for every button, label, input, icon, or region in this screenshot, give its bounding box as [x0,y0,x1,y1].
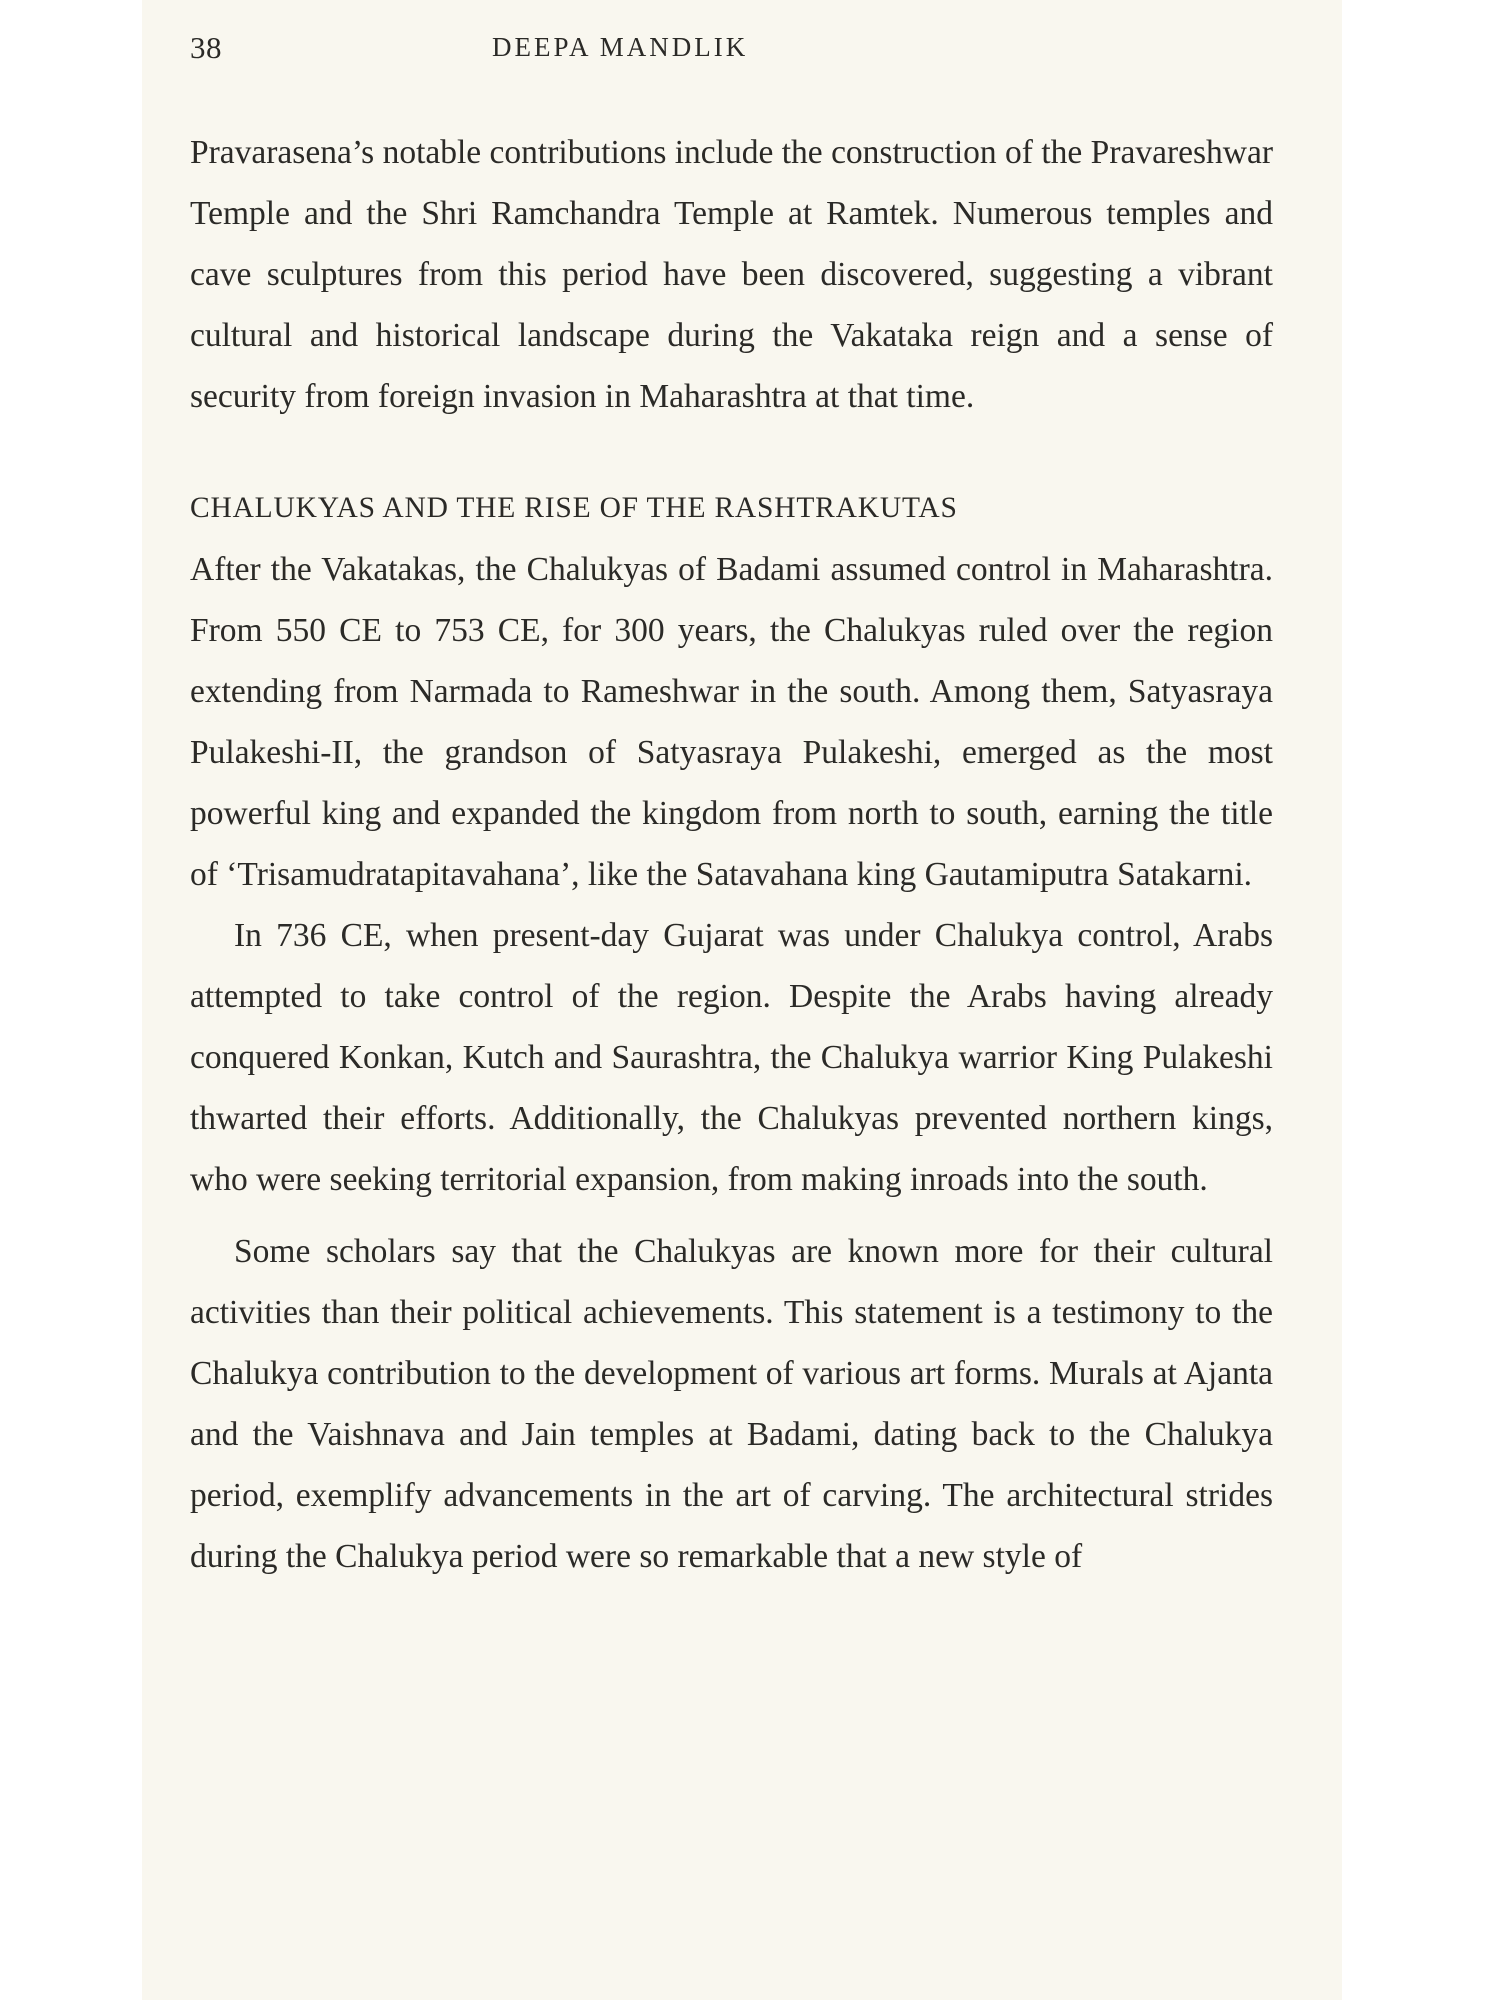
paragraph-cultural-activities: Some scholars say that the Chalukyas are known more for their cultural activities than their political achievements. This statement is a testimony to the Chalukya contribution to the development of various art forms. Murals at Ajanta and the Vaishnava and Jain temples at Badami, dating back to the Chalukya period, exemplify advancements in the art of carving. The architectural strides during the Chalukya period were so remarkable that a new style of [190,1233,1273,1575]
paragraph-chalukyas-of-badami: After the Vakatakas, the Chalukyas of Badami assumed control in Maharashtra. From 550 CE to 753 CE, for 300 years, the Chalukyas ruled over the region extending from Narmada to Rameshwar in the south. Among them, Satyasraya Pulakeshi-II, the grandson of Satyasraya Pulakeshi, emerged as the most powerful king and expanded the kingdom from north to south, earning the title of ‘Trisamudratapitavahana’, like the Satavahana king Gautamiputra Satakarni. [190,551,1273,893]
paragraph-vakataka-temples: Pravarasena’s notable contributions include the construction of the Pravareshwar Temple and the Shri Ramchandra Temple at Ramtek. Numerous temples and cave sculptures from this period have been discovered, suggesting a vibrant cultural and historical landscape during the Vakataka reign and a sense of security from foreign invasion in Maharashtra at that time. [190,134,1273,415]
page-number: 38 [190,30,222,65]
page-body [190,122,1273,1587]
section-heading: CHALUKYAS AND THE RISE OF THE RASHTRAKUTAS [190,492,958,524]
book-page [142,0,1342,2000]
paragraph-arab-invasion: In 736 CE, when present-day Gujarat was under Chalukya control, Arabs attempted to take control of the region. Despite the Arabs having already conquered Konkan, Kutch and Saurashtra, the Chalukya warrior King Pulakeshi thwarted their efforts. Additionally, the Chalukyas prevented northern kings, who were seeking territorial expansion, from making inroads into the south. [190,917,1273,1198]
running-head: DEEPA MANDLIK [492,32,749,62]
